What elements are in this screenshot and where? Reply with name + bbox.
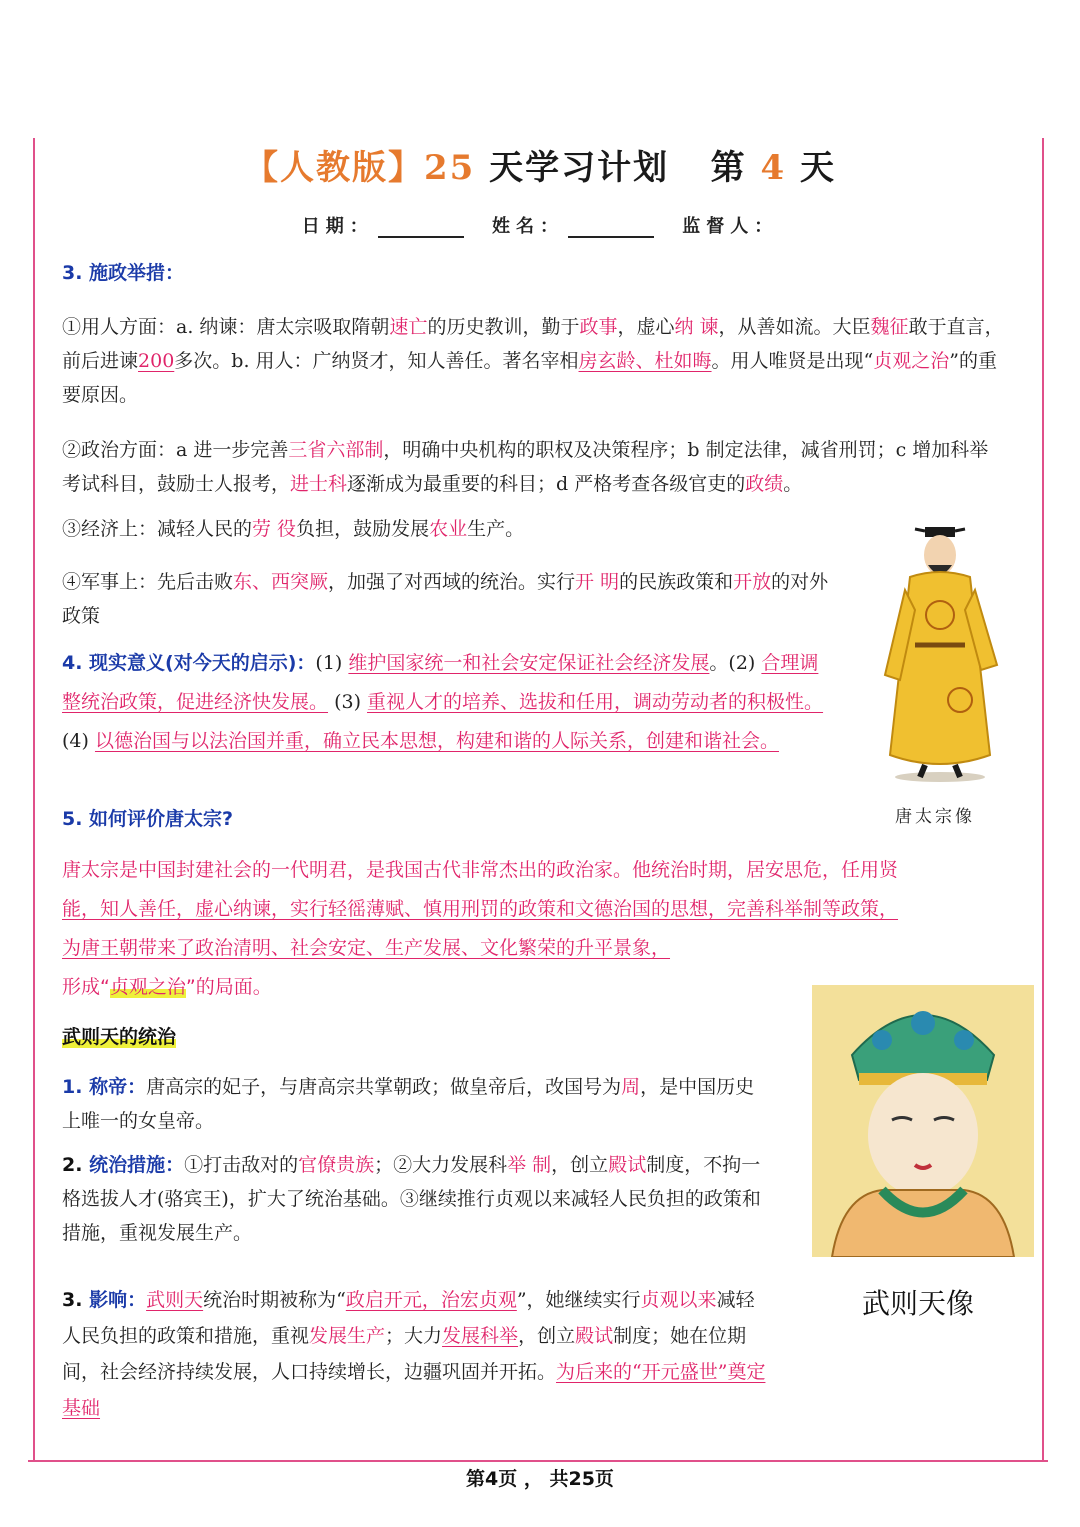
s5-line-2: 能，知人善任，虚心纳谏，实行轻徭薄赋、慎用刑罚的政策和文德治国的思想，完善科举制等政策，: [62, 898, 899, 920]
wuzetian-caption: 武则天像: [862, 1287, 975, 1320]
s3-paragraph-2: ②政治方面：a 进一步完善三省六部制，明确中央机构的职权及决策程序；b 制定法律，减省刑罚；c 增加科举考试科目，鼓励士人报考，进士科逐渐成为最重要的科目；d 严格考查各级官吏的政绩。: [62, 439, 989, 495]
name-blank[interactable]: [568, 218, 654, 238]
wu-paragraph-1: 1. 称帝：唐高宗的妃子，与唐高宗共掌朝政；做皇帝后，改国号为周，是中国历史上唯一的女皇帝。: [62, 1076, 755, 1132]
s5-line-3: 为唐王朝带来了政治清明、社会安定、生产发展、文化繁荣的升平景象，: [62, 937, 671, 959]
date-label: 日期：: [301, 216, 374, 237]
wu-paragraph-2: 2. 统治措施：①打击敌对的官僚贵族；②大力发展科举 制，创立殿试制度，不拘一格选拔人才(骆宾王)，扩大了统治基础。③继续推行贞观以来减轻人民负担的政策和措施，重视发展生产。: [62, 1154, 761, 1244]
section-4: 4. 现实意义(对今天的启示)：(1) 维护国家统一和社会安定保证社会经济发展。(2) 合理调整统治政策，促进经济快发展。 (3) 重视人才的培养、选拔和任用，调动劳动者的积极性。 (4) 以德治国与以法治国并重，确立民本思想，构建和谐的人际关系，创建和谐社会。: [62, 652, 824, 752]
page-title: 【人教版】25 天学习计划 第 4 天: [243, 148, 837, 188]
section-5-heading: 5. 如何评价唐太宗?: [62, 808, 234, 830]
section-4-heading: 4. 现实意义(对今天的启示)：: [62, 652, 316, 674]
page-footer: 第4页 ， 共25页: [466, 1468, 614, 1490]
title-plan: 天学习计划: [489, 148, 670, 188]
s3-paragraph-4: ④军事上：先后击败东、西突厥，加强了对西域的统治。实行开 明的民族政策和开放的对外政策: [62, 571, 829, 627]
s5-line-4: 形成“贞观之治”的局面。: [62, 976, 272, 998]
s3-paragraph-1: ①用人方面：a. 纳谏：唐太宗吸取隋朝速亡的历史教训，勤于政事，虚心纳 谏，从善如流。大臣魏征敢于直言，前后进谏200多次。b. 用人：广纳贤才，知人善任。著名宰相房玄龄、杜如晦。用人唯贤是出现“贞观之治”的重要原因。: [62, 316, 1004, 406]
section-5-body: [62, 851, 1022, 1007]
title-days: 25: [423, 148, 476, 188]
wu-zetian-portrait: [812, 985, 1034, 1257]
taizong-caption: 唐太宗像: [895, 807, 975, 827]
s5-line-1: 唐太宗是中国封建社会的一代明君，是我国古代非常杰出的政治家。他统治时期，居安思危，任用贤: [62, 859, 899, 881]
s3-paragraph-3: ③经济上：减轻人民的劳 役负担，鼓励发展农业生产。: [62, 518, 525, 540]
title-day-number: 4: [760, 148, 787, 188]
right-margin-line: [1042, 138, 1044, 1460]
footer-line: [28, 1460, 1048, 1462]
title-edition: 【人教版】: [243, 148, 424, 188]
date-blank[interactable]: [378, 218, 464, 238]
wu-paragraph-3: 3. 影响：武则天统治时期被称为“政启开元，治宏贞观”，她继续实行贞观以来减轻人民负担的政策和措施，重视发展生产；大力发展科举，创立殿试制度；她在位期间，社会经济持续发展，人口持续增长，边疆巩固并开拓。为后来的“开元盛世”奠定基础: [62, 1289, 766, 1419]
tang-taizong-portrait: [865, 515, 1015, 785]
section-3-heading: 3. 施政举措：: [62, 262, 185, 284]
left-margin-line: [33, 138, 35, 1460]
supervisor-label: 监督人：: [682, 216, 779, 237]
wu-heading: 武则天的统治: [62, 1026, 177, 1048]
name-label: 姓名：: [492, 216, 564, 237]
info-line: [0, 212, 1080, 238]
